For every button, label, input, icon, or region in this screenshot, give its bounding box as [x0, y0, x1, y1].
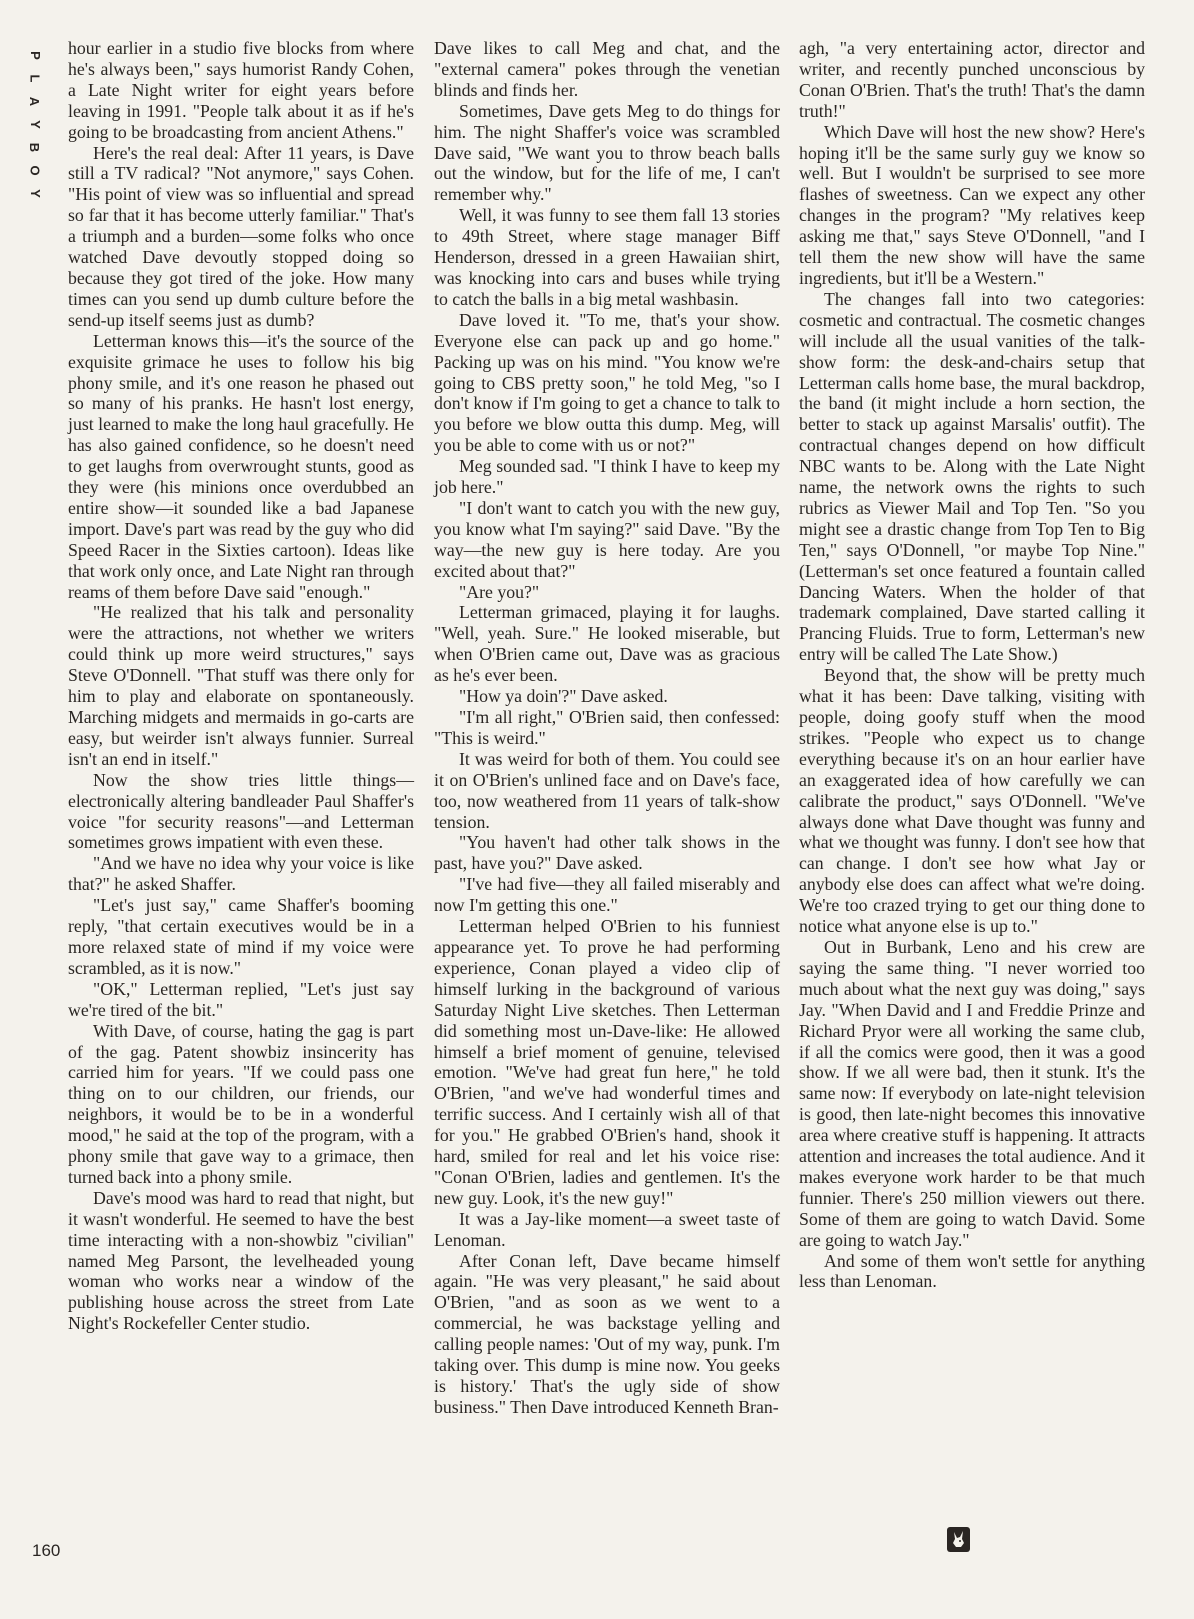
- paragraph: The changes fall into two categories: cosmetic and contractual. The cosmetic changes will include all the usual vanities of the talk-show form: the desk-and-chairs setup that Letterman calls home base, the mural backdrop, the band (it might include a horn section, the better to stack up against Marsalis' outfit). The contractual changes depend on how difficult NBC wants to be. Along with the Late Night name, the network owns the rights to such rubrics as Viewer Mail and Top Ten. "So you might see a drastic change from Top Ten to Big Ten," says O'Donnell, "or maybe Top Nine." (Letterman's set once featured a fountain called Dancing Waters. When the holder of that trademark complained, Dave started calling it Prancing Fluids. True to form, Letterman's new entry will be called The Late Show.): [799, 288, 1145, 665]
- paragraph: After Conan left, Dave became himself again. "He was very pleasant," he said about O'Brien, "and as soon as we went to a commercial, he was backstage yelling and calling people names: 'Out of my way, punk. I'm taking over. This dump is mine now. You geeks is history.' That's the ugly side of show business." Then Dave introduced Kenneth Bran-: [434, 1250, 780, 1417]
- page-number: 160: [32, 1541, 61, 1560]
- article-column-1: [68, 38, 414, 1334]
- paragraph: "I don't want to catch you with the new guy, you know what I'm saying?" said Dave. "By the way—the new guy is here today. Are you excited about that?": [434, 497, 780, 581]
- paragraph: "I've had five—they all failed miserably and now I'm getting this one.": [434, 874, 780, 916]
- paragraph: Sometimes, Dave gets Meg to do things for him. The night Shaffer's voice was scrambled Dave said, "We want you to throw beach balls out the window, but for the life of me, I can't remember why.": [434, 100, 780, 205]
- paragraph: "Are you?": [459, 581, 540, 602]
- title-letter: A: [27, 96, 43, 107]
- paragraph: Out in Burbank, Leno and his crew are saying the same thing. "I never worried too much about what the next guy was doing," says Jay. "When David and I and Freddie Prinze and Richard Pryor were all working the same club, if all the comics were good, then it was a good show. If we all were bad, then it stunk. It's the same now: If everybody on late-night television is good, then late-night becomes this innovative area where creative stuff is happening. It attracts attention and increases the total audience. And it makes everyone work harder to be that much funnier. There's 250 million viewers out there. Some of them are going to watch David. Some are going to watch Jay.": [799, 936, 1145, 1250]
- paragraph: Now the show tries little things—electronically altering bandleader Paul Shaffer's voice "for security reasons"—and Letterman sometimes grows impatient with even these.: [68, 769, 414, 853]
- paragraph: Well, it was funny to see them fall 13 stories to 49th Street, where stage manager Biff Henderson, dressed in a green Hawaiian shirt, was knocking into cars and buses while trying to catch the balls in a big metal washbasin.: [434, 205, 780, 309]
- paragraph: "And we have no idea why your voice is like that?" he asked Shaffer.: [68, 853, 414, 895]
- paragraph: It was a Jay-like moment—a sweet taste of Lenoman.: [434, 1208, 780, 1250]
- rabbit-head-icon: [947, 1527, 970, 1552]
- magazine-running-title: [24, 44, 46, 205]
- paragraph: Beyond that, the show will be pretty much what it has been: Dave talking, visiting with people, doing goofy stuff when the mood strikes. "People who expect us to change everything because it's on an hour earlier have an exaggerated idea of how carefully we can calibrate the product," says O'Donnell. "We've always done what Dave thought was funny and what we thought was funny. I don't see how that can change. I don't see how what Jay or anybody else does can affect what we're doing. We're too crazed trying to get our thing done to notice what anyone else is up to.": [799, 665, 1145, 937]
- paragraph: "OK," Letterman replied, "Let's just say we're tired of the bit.": [68, 978, 414, 1020]
- paragraph: "Let's just say," came Shaffer's booming reply, "that certain executives would be in a more relaxed state of mind if my voice were scrambled, as it is now.": [68, 895, 414, 978]
- paragraph: It was weird for both of them. You could see it on O'Brien's unlined face and on Dave's face, too, now weathered from 11 years of talk-show tension.: [434, 748, 780, 832]
- paragraph: Meg sounded sad. "I think I have to keep my job here.": [434, 456, 780, 498]
- article-column-2: [434, 38, 780, 1418]
- paragraph: "You haven't had other talk shows in the past, have you?" Dave asked.: [434, 832, 780, 874]
- paragraph: Dave loved it. "To me, that's your show. Everyone else can pack up and go home." Packing up was on his mind. "You know we're going to CBS pretty soon," he told Meg, "so I don't know if I'm going to get a chance to talk to you before we blow outta this dump. Meg, will you be able to come with us or not?": [434, 309, 780, 456]
- paragraph: agh, "a very entertaining actor, director and writer, and recently punched unconscious by Conan O'Brien. That's the truth! That's the damn truth!": [799, 38, 1145, 121]
- paragraph: hour earlier in a studio five blocks from where he's always been," says humorist Randy Cohen, a Late Night writer for eight years before leaving in 1991. "People talk about it as if he's going to be broadcasting from ancient Athens.": [68, 38, 414, 142]
- rabbit-head-icon-svg: [951, 1530, 966, 1549]
- title-letter: P: [27, 51, 43, 60]
- paragraph: Letterman helped O'Brien to his funniest appearance yet. To prove he had performing experience, Conan played a video clip of himself lurking in the background of various Saturday Night Live sketches. Then Letterman did something most un-Dave-like: He allowed himself a brief moment of genuine, televised emotion. "We've had great fun here," he told O'Brien, "and we've had wonderful times and terrific success. And I certainly wish all of that for you." He grabbed O'Brien's hand, shook it hard, smiled for real and let his voice rise: "Conan O'Brien, ladies and gentlemen. It's the new guy. Look, it's the new guy!": [434, 916, 780, 1208]
- paragraph: "He realized that his talk and personality were the attractions, not whether we writers could think up more weird structures," says Steve O'Donnell. "That stuff was there only for him to play and elaborate on spontaneously. Marching midgets and mermaids in go-carts are easy, but weirder isn't always funnier. Surreal isn't an end in itself.": [68, 602, 414, 769]
- paragraph: With Dave, of course, hating the gag is part of the gag. Patent showbiz insincerity has carried him for years. "If we could pass one thing on to our children, our friends, our neighbors, it would be to be in a wonderful mood," he said at the top of the program, with a phony smile that gave way to a grimace, then turned back into a phony smile.: [68, 1020, 414, 1187]
- paragraph: Dave likes to call Meg and chat, and the "external camera" pokes through the venetian blinds and finds her.: [434, 38, 780, 100]
- paragraph: Letterman grimaced, playing it for laughs. "Well, yeah. Sure." He looked miserable, but when O'Brien came out, Dave was as gracious as he's ever been.: [434, 602, 780, 686]
- paragraph: "I'm all right," O'Brien said, then confessed: "This is weird.": [434, 707, 780, 748]
- paragraph: Letterman knows this—it's the source of the exquisite grimace he uses to follow his big phony smile, and it's one reason he phased out so many of his pranks. He hasn't lost energy, just learned to make the long haul gracefully. He has also gained confidence, so he doesn't need to get laughs from overwrought stunts, good as they were (his minions once overdubbed an entire show—it sounded like a bad Japanese import. Dave's part was read by the guy who did Speed Racer in the Sixties cartoon). Ideas like that work only once, and Late Night ran through reams of them before Dave said "enough.": [68, 330, 414, 602]
- paragraph: "How ya doin'?" Dave asked.: [459, 686, 668, 707]
- title-letter: L: [27, 74, 43, 83]
- paragraph: Which Dave will host the new show? Here's hoping it'll be the same surly guy we know so well. But I wouldn't be surprised to see more flashes of sweetness. Can we expect any other changes in the program? "My relatives keep asking me that," says Steve O'Donnell, "and I tell them the new show will have the same ingredients, but it'll be a Western.": [799, 121, 1145, 288]
- title-letter: O: [27, 165, 43, 176]
- title-letter: B: [27, 142, 43, 153]
- article-column-3: [799, 38, 1145, 1292]
- title-letter: Y: [27, 189, 43, 198]
- paragraph: Here's the real deal: After 11 years, is Dave still a TV radical? "Not anymore," says Cohen. "His point of view was so influential and spread so far that it has become utterly familiar." That's a triumph and a burden—some folks who once watched Dave devoutly stopped doing so because they got tired of the joke. How many times can you send up dumb culture before the send-up itself seems just as dumb?: [68, 142, 414, 330]
- paragraph: And some of them won't settle for anything less than Lenoman.: [799, 1250, 1145, 1292]
- title-letter: Y: [27, 120, 43, 129]
- paragraph: Dave's mood was hard to read that night, but it wasn't wonderful. He seemed to have the best time interacting with a non-showbiz "civilian" named Meg Parsont, the levelheaded young woman who works near a window of the publishing house across the street from Late Night's Rockefeller Center studio.: [68, 1187, 414, 1334]
